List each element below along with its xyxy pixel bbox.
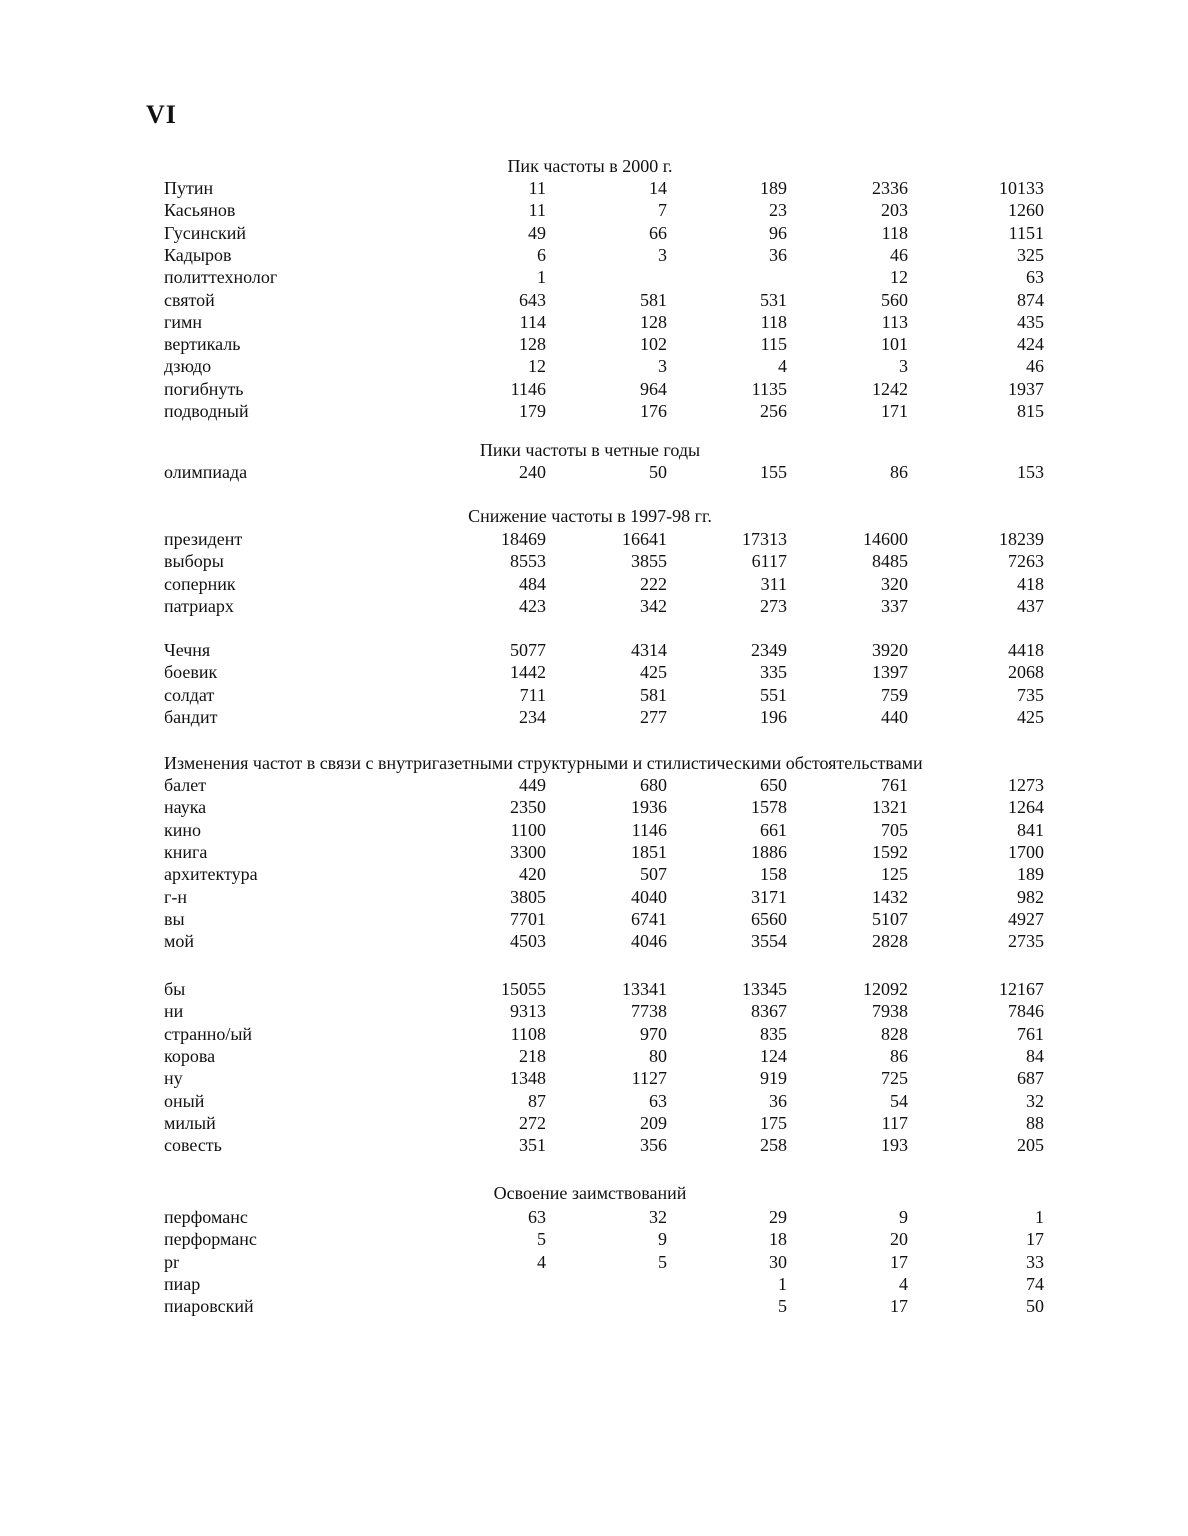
frequency-cell: 46 bbox=[1026, 356, 1044, 377]
frequency-cell: 643 bbox=[519, 289, 546, 310]
frequency-cell: 1886 bbox=[751, 841, 787, 862]
frequency-cell: 17 bbox=[1026, 1229, 1044, 1250]
frequency-cell: 1936 bbox=[631, 797, 667, 818]
frequency-cell: 6741 bbox=[631, 908, 667, 929]
frequency-cell: 189 bbox=[1017, 864, 1044, 885]
frequency-cell: 982 bbox=[1017, 886, 1044, 907]
frequency-cell: 18239 bbox=[999, 529, 1044, 549]
frequency-cell: 4503 bbox=[510, 931, 546, 952]
row-word: pr bbox=[164, 1251, 179, 1272]
frequency-cell: 1146 bbox=[510, 378, 546, 399]
row-word: бы bbox=[164, 979, 186, 999]
frequency-cell: 158 bbox=[760, 864, 787, 885]
frequency-cell: 4314 bbox=[631, 640, 667, 660]
frequency-cell: 4040 bbox=[631, 886, 667, 907]
table-row bbox=[0, 223, 1188, 245]
section-title: Изменения частот в связи с внутригазетными структурными и стилистическими обстоятельствами bbox=[164, 753, 923, 773]
frequency-cell: 964 bbox=[640, 378, 667, 399]
frequency-cell: 171 bbox=[881, 401, 908, 421]
frequency-cell: 6560 bbox=[751, 908, 787, 929]
frequency-cell: 424 bbox=[1017, 334, 1044, 355]
frequency-cell: 63 bbox=[1026, 267, 1044, 288]
row-word: балет bbox=[164, 775, 207, 795]
frequency-cell: 1937 bbox=[1008, 378, 1044, 399]
table-row bbox=[0, 1024, 1188, 1046]
frequency-cell: 14 bbox=[649, 178, 667, 198]
frequency-cell: 124 bbox=[760, 1045, 787, 1066]
row-word: выборы bbox=[164, 551, 224, 572]
page-number: VI bbox=[146, 100, 177, 129]
frequency-cell: 49 bbox=[528, 222, 546, 243]
row-word: гимн bbox=[164, 311, 203, 332]
frequency-cell: 531 bbox=[760, 289, 787, 310]
frequency-cell: 14600 bbox=[863, 529, 908, 549]
table-row bbox=[0, 401, 1188, 423]
frequency-cell: 86 bbox=[890, 1045, 908, 1066]
table-row bbox=[0, 178, 1188, 200]
section-title: Снижение частоты в 1997-98 гг. bbox=[468, 506, 712, 526]
frequency-cell: 1135 bbox=[751, 378, 787, 399]
frequency-cell: 153 bbox=[1017, 462, 1044, 482]
frequency-cell: 1700 bbox=[1008, 841, 1044, 862]
frequency-cell: 335 bbox=[760, 662, 787, 683]
frequency-cell: 205 bbox=[1017, 1135, 1044, 1156]
frequency-cell: 193 bbox=[881, 1135, 908, 1156]
row-word: странно/ый bbox=[164, 1023, 253, 1044]
frequency-cell: 4 bbox=[778, 356, 787, 377]
frequency-cell: 484 bbox=[519, 573, 546, 594]
frequency-cell: 18 bbox=[769, 1229, 787, 1250]
table-row bbox=[0, 356, 1188, 378]
frequency-cell: 8367 bbox=[751, 1001, 787, 1022]
frequency-cell: 425 bbox=[1017, 706, 1044, 727]
frequency-cell: 196 bbox=[760, 706, 787, 727]
frequency-cell: 12 bbox=[528, 356, 546, 377]
frequency-cell: 33 bbox=[1026, 1251, 1044, 1272]
table-row bbox=[0, 290, 1188, 312]
frequency-cell: 63 bbox=[649, 1090, 667, 1111]
frequency-cell: 6 bbox=[537, 244, 546, 265]
row-word: ни bbox=[164, 1001, 184, 1022]
frequency-cell: 32 bbox=[649, 1207, 667, 1227]
frequency-cell: 1442 bbox=[510, 662, 546, 683]
frequency-cell: 114 bbox=[519, 311, 546, 332]
table-row bbox=[0, 797, 1188, 819]
frequency-cell: 828 bbox=[881, 1023, 908, 1044]
frequency-cell: 3171 bbox=[751, 886, 787, 907]
frequency-cell: 8485 bbox=[872, 551, 908, 572]
frequency-cell: 4418 bbox=[1008, 640, 1044, 660]
row-word: г-н bbox=[164, 886, 188, 907]
frequency-cell: 128 bbox=[640, 311, 667, 332]
frequency-cell: 118 bbox=[760, 311, 787, 332]
frequency-cell: 5 bbox=[537, 1229, 546, 1250]
frequency-cell: 101 bbox=[881, 334, 908, 355]
frequency-cell: 425 bbox=[640, 662, 667, 683]
frequency-cell: 325 bbox=[1017, 244, 1044, 265]
table-row bbox=[0, 1229, 1188, 1251]
row-word: книга bbox=[164, 841, 208, 862]
row-word: милый bbox=[164, 1112, 216, 1133]
frequency-cell: 23 bbox=[769, 200, 787, 221]
frequency-cell: 273 bbox=[760, 595, 787, 616]
table-row bbox=[0, 1091, 1188, 1113]
row-word: дзюдо bbox=[164, 356, 212, 377]
frequency-cell: 2349 bbox=[751, 640, 787, 660]
row-word: солдат bbox=[164, 684, 215, 705]
frequency-cell: 337 bbox=[881, 595, 908, 616]
frequency-cell: 320 bbox=[881, 573, 908, 594]
table-row bbox=[0, 1113, 1188, 1135]
frequency-cell: 440 bbox=[881, 706, 908, 727]
table-row bbox=[0, 820, 1188, 842]
table-row bbox=[0, 909, 1188, 931]
frequency-cell: 11 bbox=[528, 178, 546, 198]
table-row bbox=[0, 1274, 1188, 1296]
frequency-cell: 507 bbox=[640, 864, 667, 885]
frequency-cell: 351 bbox=[519, 1135, 546, 1156]
row-word: бандит bbox=[164, 706, 218, 727]
row-word: оный bbox=[164, 1090, 205, 1111]
table-row bbox=[0, 685, 1188, 707]
table-row bbox=[0, 1207, 1188, 1229]
frequency-cell: 4 bbox=[899, 1273, 908, 1294]
frequency-cell: 2336 bbox=[872, 178, 908, 198]
frequency-cell: 32 bbox=[1026, 1090, 1044, 1111]
frequency-cell: 13341 bbox=[622, 979, 667, 999]
frequency-cell: 687 bbox=[1017, 1068, 1044, 1089]
frequency-cell: 17313 bbox=[742, 529, 787, 549]
table-row bbox=[0, 1135, 1188, 1157]
table-row bbox=[0, 596, 1188, 618]
frequency-cell: 418 bbox=[1017, 573, 1044, 594]
frequency-cell: 8553 bbox=[510, 551, 546, 572]
table-row bbox=[0, 1001, 1188, 1023]
frequency-cell: 12092 bbox=[863, 979, 908, 999]
table-row bbox=[0, 1252, 1188, 1274]
frequency-cell: 7738 bbox=[631, 1001, 667, 1022]
table-row bbox=[0, 462, 1188, 484]
table-row bbox=[0, 707, 1188, 729]
frequency-cell: 10133 bbox=[999, 178, 1044, 198]
frequency-cell: 420 bbox=[519, 864, 546, 885]
frequency-cell: 222 bbox=[640, 573, 667, 594]
table-row bbox=[0, 640, 1188, 662]
table-row bbox=[0, 379, 1188, 401]
frequency-cell: 970 bbox=[640, 1023, 667, 1044]
frequency-cell: 30 bbox=[769, 1251, 787, 1272]
frequency-cell: 29 bbox=[769, 1207, 787, 1227]
frequency-cell: 9313 bbox=[510, 1001, 546, 1022]
frequency-cell: 1 bbox=[1035, 1207, 1044, 1227]
table-row bbox=[0, 887, 1188, 909]
table-row bbox=[0, 979, 1188, 1001]
frequency-cell: 234 bbox=[519, 706, 546, 727]
table-row bbox=[0, 529, 1188, 551]
frequency-cell: 661 bbox=[760, 819, 787, 840]
frequency-cell: 113 bbox=[881, 311, 908, 332]
table-row bbox=[0, 200, 1188, 222]
row-word: корова bbox=[164, 1045, 216, 1066]
frequency-cell: 46 bbox=[890, 244, 908, 265]
frequency-cell: 4046 bbox=[631, 931, 667, 952]
frequency-cell: 5107 bbox=[872, 908, 908, 929]
frequency-cell: 423 bbox=[519, 595, 546, 616]
table-row bbox=[0, 931, 1188, 953]
row-word: святой bbox=[164, 289, 215, 310]
frequency-cell: 117 bbox=[881, 1112, 908, 1133]
frequency-cell: 179 bbox=[519, 401, 546, 421]
row-word: наука bbox=[164, 797, 207, 818]
frequency-cell: 4927 bbox=[1008, 908, 1044, 929]
frequency-cell: 551 bbox=[760, 684, 787, 705]
frequency-cell: 20 bbox=[890, 1229, 908, 1250]
table-row bbox=[0, 842, 1188, 864]
frequency-cell: 7263 bbox=[1008, 551, 1044, 572]
frequency-cell: 3920 bbox=[872, 640, 908, 660]
frequency-cell: 11 bbox=[528, 200, 546, 221]
frequency-cell: 54 bbox=[890, 1090, 908, 1111]
frequency-cell: 1100 bbox=[510, 819, 546, 840]
frequency-cell: 5 bbox=[778, 1296, 787, 1317]
row-word: подводный bbox=[164, 401, 249, 421]
frequency-cell: 3 bbox=[899, 356, 908, 377]
frequency-cell: 175 bbox=[760, 1112, 787, 1133]
frequency-cell: 155 bbox=[760, 462, 787, 482]
frequency-cell: 435 bbox=[1017, 311, 1044, 332]
frequency-cell: 118 bbox=[881, 222, 908, 243]
table-row bbox=[0, 1296, 1188, 1318]
frequency-cell: 5 bbox=[658, 1251, 667, 1272]
frequency-cell: 17 bbox=[890, 1251, 908, 1272]
row-word: совесть bbox=[164, 1135, 222, 1156]
row-word: вертикаль bbox=[164, 334, 241, 355]
row-word: кино bbox=[164, 819, 202, 840]
row-word: архитектура bbox=[164, 864, 258, 885]
frequency-cell: 815 bbox=[1017, 401, 1044, 421]
frequency-cell: 874 bbox=[1017, 289, 1044, 310]
table-row bbox=[0, 267, 1188, 289]
frequency-cell: 209 bbox=[640, 1112, 667, 1133]
row-word: перформанс bbox=[164, 1229, 257, 1250]
frequency-cell: 96 bbox=[769, 222, 787, 243]
section-title: Пики частоты в четные годы bbox=[479, 440, 701, 460]
frequency-cell: 17 bbox=[890, 1296, 908, 1317]
frequency-cell: 50 bbox=[649, 462, 667, 482]
frequency-cell: 581 bbox=[640, 289, 667, 310]
frequency-cell: 50 bbox=[1026, 1296, 1044, 1317]
frequency-cell: 218 bbox=[519, 1045, 546, 1066]
frequency-cell: 437 bbox=[1017, 595, 1044, 616]
frequency-cell: 203 bbox=[881, 200, 908, 221]
frequency-cell: 1851 bbox=[631, 841, 667, 862]
table-row bbox=[0, 1046, 1188, 1068]
frequency-cell: 1108 bbox=[510, 1023, 546, 1044]
frequency-cell: 88 bbox=[1026, 1112, 1044, 1133]
frequency-cell: 711 bbox=[519, 684, 546, 705]
row-word: боевик bbox=[164, 662, 218, 683]
frequency-cell: 761 bbox=[1017, 1023, 1044, 1044]
frequency-cell: 256 bbox=[760, 401, 787, 421]
row-word: Чечня bbox=[164, 640, 211, 660]
frequency-cell: 1242 bbox=[872, 378, 908, 399]
frequency-cell: 2828 bbox=[872, 931, 908, 952]
row-word: перфоманс bbox=[164, 1207, 248, 1227]
row-word: пиаровский bbox=[164, 1296, 254, 1317]
frequency-cell: 36 bbox=[769, 244, 787, 265]
row-word: Касьянов bbox=[164, 200, 236, 221]
frequency-cell: 7701 bbox=[510, 908, 546, 929]
row-word: Гусинский bbox=[164, 222, 246, 243]
frequency-cell: 2350 bbox=[510, 797, 546, 818]
row-word: патриарх bbox=[164, 595, 234, 616]
frequency-cell: 1 bbox=[537, 267, 546, 288]
frequency-cell: 3855 bbox=[631, 551, 667, 572]
frequency-cell: 9 bbox=[658, 1229, 667, 1250]
frequency-cell: 449 bbox=[519, 775, 546, 795]
frequency-cell: 759 bbox=[881, 684, 908, 705]
frequency-cell: 1432 bbox=[872, 886, 908, 907]
frequency-cell: 1264 bbox=[1008, 797, 1044, 818]
frequency-cell: 2735 bbox=[1008, 931, 1044, 952]
row-word: президент bbox=[164, 529, 243, 549]
frequency-cell: 1260 bbox=[1008, 200, 1044, 221]
frequency-cell: 3 bbox=[658, 356, 667, 377]
frequency-cell: 7 bbox=[658, 200, 667, 221]
frequency-cell: 7938 bbox=[872, 1001, 908, 1022]
frequency-cell: 63 bbox=[528, 1207, 546, 1227]
frequency-cell: 12 bbox=[890, 267, 908, 288]
frequency-cell: 841 bbox=[1017, 819, 1044, 840]
frequency-cell: 835 bbox=[760, 1023, 787, 1044]
frequency-cell: 1348 bbox=[510, 1068, 546, 1089]
frequency-cell: 84 bbox=[1026, 1045, 1044, 1066]
row-word: олимпиада bbox=[164, 462, 248, 482]
row-word: ну bbox=[164, 1068, 183, 1089]
frequency-cell: 102 bbox=[640, 334, 667, 355]
frequency-cell: 725 bbox=[881, 1068, 908, 1089]
row-word: Кадыров bbox=[164, 244, 232, 265]
frequency-cell: 1397 bbox=[872, 662, 908, 683]
row-word: погибнуть bbox=[164, 378, 244, 399]
frequency-cell: 189 bbox=[760, 178, 787, 198]
row-word: мой bbox=[164, 931, 195, 952]
frequency-cell: 9 bbox=[899, 1207, 908, 1227]
frequency-cell: 3 bbox=[658, 244, 667, 265]
frequency-cell: 581 bbox=[640, 684, 667, 705]
frequency-cell: 3805 bbox=[510, 886, 546, 907]
frequency-cell: 87 bbox=[528, 1090, 546, 1111]
table-row bbox=[0, 864, 1188, 886]
frequency-cell: 3554 bbox=[751, 931, 787, 952]
frequency-cell: 115 bbox=[760, 334, 787, 355]
frequency-cell: 342 bbox=[640, 595, 667, 616]
frequency-cell: 919 bbox=[760, 1068, 787, 1089]
frequency-cell: 705 bbox=[881, 819, 908, 840]
frequency-cell: 3300 bbox=[510, 841, 546, 862]
frequency-cell: 86 bbox=[890, 462, 908, 482]
row-word: соперник bbox=[164, 573, 236, 594]
frequency-cell: 12167 bbox=[999, 979, 1044, 999]
frequency-cell: 6117 bbox=[751, 551, 787, 572]
row-word: политтехнолог bbox=[164, 267, 278, 288]
frequency-cell: 36 bbox=[769, 1090, 787, 1111]
frequency-cell: 16641 bbox=[622, 529, 667, 549]
frequency-cell: 13345 bbox=[742, 979, 787, 999]
table-row bbox=[0, 574, 1188, 596]
frequency-cell: 680 bbox=[640, 775, 667, 795]
frequency-cell: 15055 bbox=[501, 979, 546, 999]
frequency-cell: 258 bbox=[760, 1135, 787, 1156]
frequency-cell: 18469 bbox=[501, 529, 546, 549]
frequency-cell: 7846 bbox=[1008, 1001, 1044, 1022]
frequency-cell: 311 bbox=[760, 573, 787, 594]
frequency-cell: 1321 bbox=[872, 797, 908, 818]
frequency-cell: 1146 bbox=[631, 819, 667, 840]
frequency-cell: 5077 bbox=[510, 640, 546, 660]
frequency-cell: 761 bbox=[881, 775, 908, 795]
frequency-cell: 125 bbox=[881, 864, 908, 885]
frequency-cell: 240 bbox=[519, 462, 546, 482]
row-word: Путин bbox=[164, 178, 214, 198]
table-row bbox=[0, 1068, 1188, 1090]
section-title: Пик частоты в 2000 г. bbox=[507, 156, 673, 176]
frequency-cell: 1578 bbox=[751, 797, 787, 818]
frequency-cell: 66 bbox=[649, 222, 667, 243]
frequency-cell: 80 bbox=[649, 1045, 667, 1066]
frequency-cell: 272 bbox=[519, 1112, 546, 1133]
table-row bbox=[0, 775, 1188, 797]
frequency-cell: 2068 bbox=[1008, 662, 1044, 683]
frequency-cell: 1 bbox=[778, 1273, 787, 1294]
table-row bbox=[0, 312, 1188, 334]
table-row bbox=[0, 551, 1188, 573]
frequency-cell: 176 bbox=[640, 401, 667, 421]
frequency-cell: 4 bbox=[537, 1251, 546, 1272]
frequency-cell: 1127 bbox=[631, 1068, 667, 1089]
frequency-cell: 735 bbox=[1017, 684, 1044, 705]
row-word: вы bbox=[164, 908, 185, 929]
table-row bbox=[0, 334, 1188, 356]
table-row bbox=[0, 662, 1188, 684]
frequency-cell: 1151 bbox=[1008, 222, 1044, 243]
frequency-cell: 1273 bbox=[1008, 775, 1044, 795]
frequency-cell: 356 bbox=[640, 1135, 667, 1156]
frequency-cell: 1592 bbox=[872, 841, 908, 862]
frequency-cell: 560 bbox=[881, 289, 908, 310]
frequency-cell: 74 bbox=[1026, 1273, 1044, 1294]
frequency-cell: 128 bbox=[519, 334, 546, 355]
row-word: пиар bbox=[164, 1273, 201, 1294]
frequency-cell: 277 bbox=[640, 706, 667, 727]
section-title: Освоение заимствований bbox=[493, 1183, 687, 1203]
table-row bbox=[0, 245, 1188, 267]
frequency-cell: 650 bbox=[760, 775, 787, 795]
